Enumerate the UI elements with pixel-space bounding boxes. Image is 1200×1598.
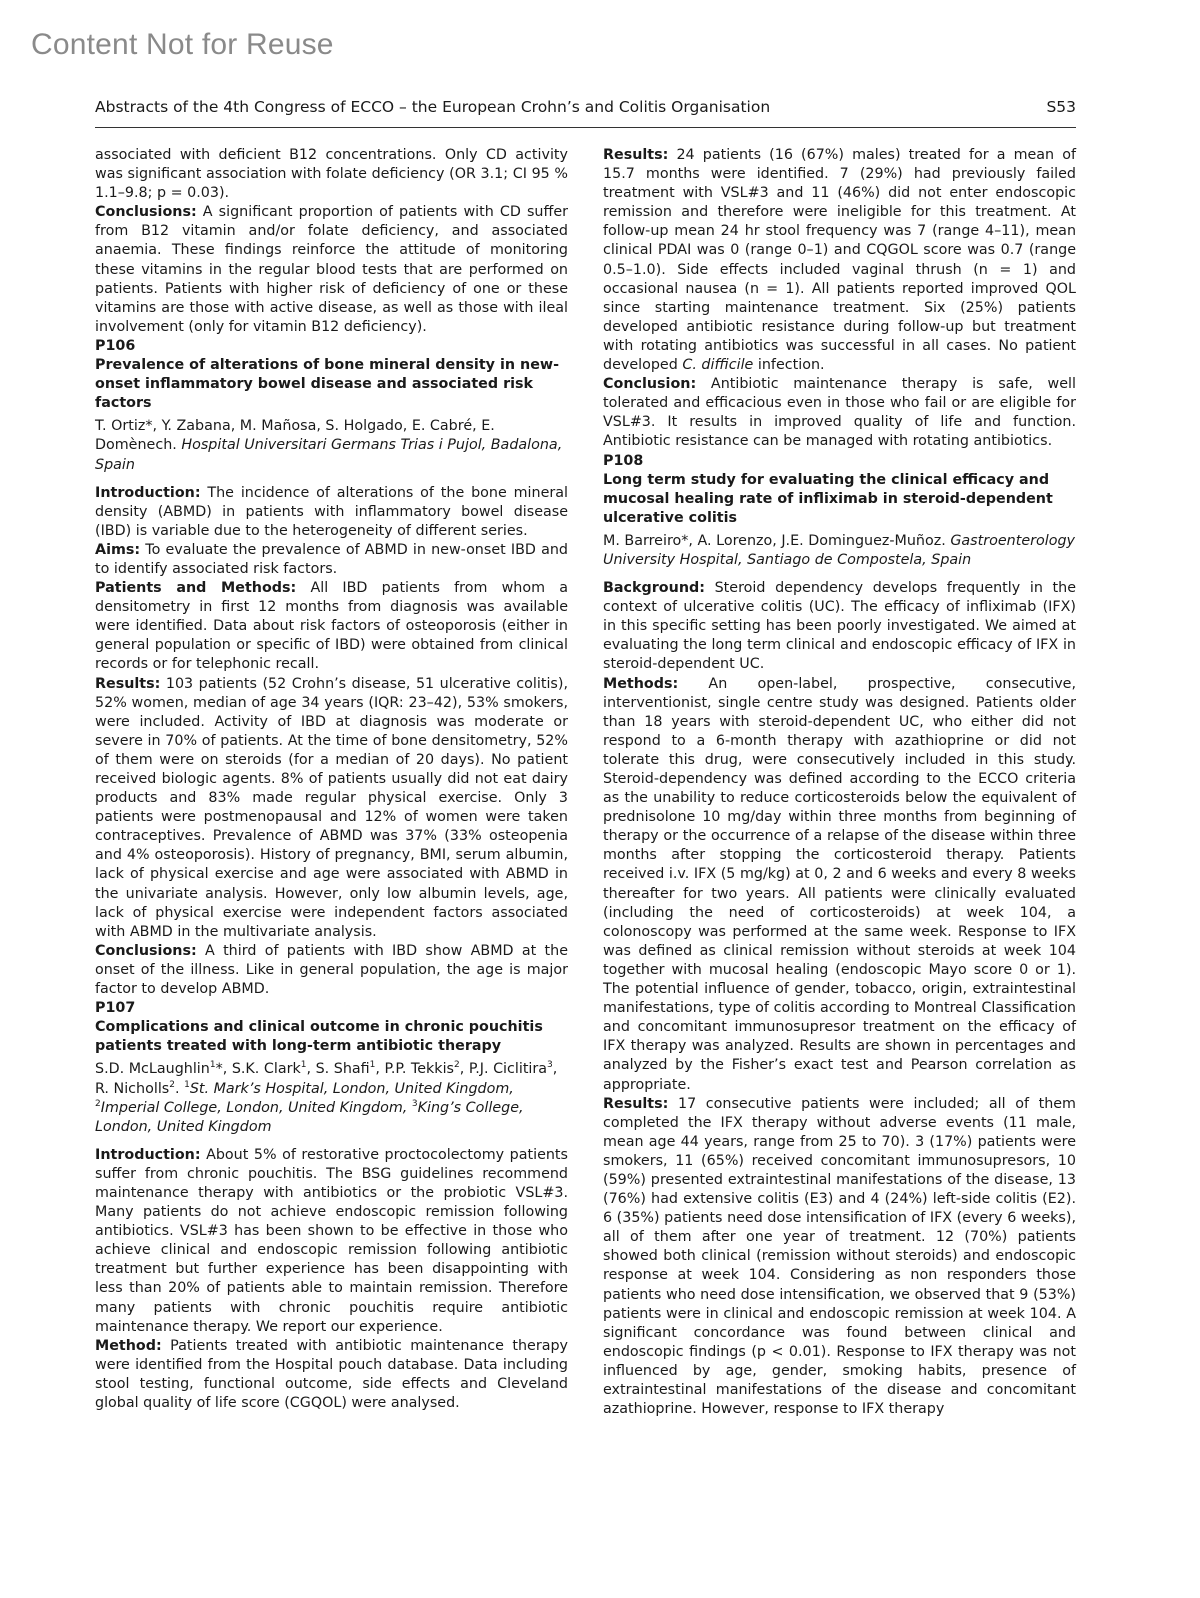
authors-p108	[603, 532, 1076, 570]
introduction-p106	[95, 484, 568, 541]
author-list: , R. Nicholls	[95, 1061, 558, 1097]
author-list: *, S.K. Clark	[215, 1061, 301, 1078]
authors-p106	[95, 417, 568, 474]
abstract-title-p106: Prevalence of alterations of bone mineral density in new-onset inflammatory bowel disease and associated risk factors	[95, 357, 560, 412]
aims-p106	[95, 541, 568, 579]
conclusions-text: A third of patients with IBD show ABMD at the onset of the illness. Like in general population, the age is major factor to develop ABMD.	[95, 942, 568, 998]
right-column	[603, 146, 1076, 1419]
results-p108	[603, 1095, 1076, 1420]
continued-results: associated with deficient B12 concentrations. Only CD activity was significant association with folate deficiency (OR 3.1; CI 95 % 1.1–9.8; p = 0.03).	[95, 147, 568, 202]
results-label: Results:	[603, 1095, 669, 1112]
introduction-text: The incidence of alterations of the bone mineral density (ABMD) in patients with inflammatory bowel disease (IBD) is variable due to the heterogeneity of different series.	[95, 484, 568, 539]
conclusions-label: Conclusions:	[95, 204, 197, 221]
watermark: Content Not for Reuse	[31, 28, 334, 61]
authors-p107: S.D. McLaughlin$^1$*, S.K. Clark$^1$, S. Shafi$^1$, P.P. Tekkis$^2$, P.J. Ciclitira$^3$, R. Nicholls$^2$. $^1$St. Mark’s Hospital, London, United Kingdom, $^2$Imperial College, London, United Kingdom, $^3$King’s College, London, United Kingdom	[95, 1060, 558, 1135]
abstract-id-p108: P108	[603, 452, 644, 469]
background-label: Background:	[603, 580, 705, 597]
aims-label: Aims:	[95, 541, 141, 558]
conclusions-p106	[95, 942, 568, 999]
journal-title: Abstracts of the 4th Congress of ECCO – the European Crohn’s and Colitis Organisation	[95, 98, 771, 116]
affiliation: King’s College, London, United Kingdom	[95, 1099, 524, 1135]
page-number: S53	[1046, 98, 1076, 116]
affil-sup: 2	[95, 1098, 101, 1109]
author-list: S.D. McLaughlin	[95, 1061, 210, 1078]
affil-sup: 3	[547, 1060, 553, 1071]
author-list: , P.P. Tekkis	[375, 1061, 454, 1078]
results-label: Results:	[95, 675, 161, 692]
introduction-label: Introduction:	[95, 1146, 201, 1163]
methods-p106	[95, 579, 568, 674]
affil-sup: 1	[209, 1060, 216, 1071]
method-label: Method:	[95, 1337, 162, 1354]
affil-sup: 2	[454, 1060, 460, 1071]
author-list: , S. Shafi	[306, 1061, 370, 1078]
affiliation: Hospital Universitari Germans Trias i Pujol, Badalona, Spain	[95, 437, 563, 473]
methods-label: Methods:	[603, 675, 679, 692]
results-text: 24 patients (16 (67%) males) treated for a mean of 15.7 months were identified. 7 (29%) had previously failed treatment with VSL#3 and 11 (46%) did not enter endoscopic remission and therefore were ineligible for this treatment. At follow-up mean 24 hr stool frequency was 7 (range 4–11), mean clinical PDAI was 0 (range 0–1) and CQGOL score was 0.7 (range 0.5–1.0). Side effects included vaginal thrush (n = 1) and occasional nausea (n = 1). All patients reported improved QOL since starting maintenance treatment. Six (25%) patients developed antibiotic resistance during follow-up but treatment with rotating antibiotics was successful in all cases. No patient developed	[603, 147, 1076, 374]
author-list: T. Ortiz*, Y. Zabana, M. Mañosa, S. Holgado, E. Cabré, E. Domènech.	[95, 418, 495, 454]
results-italic: C. difficile	[682, 357, 754, 374]
introduction-text: About 5% of restorative proctocolectomy patients suffer from chronic pouchitis. The BSG guidelines recommend maintenance therapy with antibiotics or the probiotic VSL#3. Many patients do not achieve endoscopic remission following antibiotics. VSL#3 has been shown to be effective in those who achieve clinical and endoscopic remission following antibiotic treatment but further experience has been disappointing with less than 20% of patients able to maintain remission. Therefore many patients with chronic pouchitis require antibiotic maintenance therapy. We report our experience.	[95, 1146, 568, 1335]
methods-p108	[603, 675, 1076, 1095]
introduction-label: Introduction:	[95, 484, 201, 501]
conclusion-p107	[603, 375, 1076, 451]
left-column	[95, 146, 568, 1413]
results-p106	[95, 675, 568, 942]
abstract-title-p107: Complications and clinical outcome in chronic pouchitis patients treated with long-term antibiotic therapy	[95, 1019, 543, 1055]
affil-sup: 1	[369, 1060, 376, 1071]
introduction-p107	[95, 1146, 568, 1337]
method-p107	[95, 1337, 568, 1413]
results-label: Results:	[603, 147, 669, 163]
methods-label: Patients and Methods:	[95, 580, 297, 597]
results-p107	[603, 146, 1076, 375]
affil-sup: 1	[184, 1079, 190, 1090]
methods-text: All IBD patients from whom a densitometry in first 12 months from diagnosis was available were identified. Data about risk factors of osteoporosis (either in general population or specific of IBD) were obtained from clinical records or for telephonic recall.	[95, 580, 568, 673]
conclusions-label: Conclusions:	[95, 942, 197, 959]
conclusion-label: Conclusion:	[603, 376, 697, 393]
author-list: , P.J. Ciclitira	[459, 1061, 548, 1078]
results-text: 17 consecutive patients were included; all of them completed the IFX therapy without adverse events (11 male, mean age 44 years, range from 25 to 70). 3 (17%) patients were smokers, 11 (65%) received concomitant immunosupresors, 10 (59%) presented extraintestinal manifestations of the disease, 13 (76%) had extensive colitis (E3) and 4 (24%) left-side colitis (E2). 6 (35%) patients need dose intensification of IFX (every 6 weeks), all of them after one year of treatment. 12 (70%) patients showed both clinical (remission without steroids) and endoscopic response at week 104. Considering as non responders those patients who need dose intensification, we observed that 9 (53%) patients were in clinical and endoscopic remission at week 104. A significant concordance was found between clinical and endoscopic findings (p < 0.01). Response to IFX therapy was not influenced by age, gender, smoking habits, presence of extraintestinal manifestations of the disease and concomitant azathioprine. However, response to IFX therapy	[603, 1095, 1076, 1418]
conclusion-text: Antibiotic maintenance therapy is safe, well tolerated and efficacious even in those who fail or are eligible for VSL#3. It results in improved quality of life and function. Antibiotic resistance can be managed with rotating antibiotics.	[603, 376, 1076, 450]
aims-text: To evaluate the prevalence of ABMD in new-onset IBD and to identify associated risk factors.	[95, 541, 568, 577]
methods-text: An open-label, prospective, consecutive, interventionist, single centre study was designed. Patients older than 18 years with steroid-dependent UC, who either did not respond to a 6-month therapy with azathioprine or did not tolerate this drug, were consecutively included in this study. Steroid-dependency was defined according to the ECCO criteria as the unability to reduce corticosteroids below the equivalent of prednisolone 10 mg/day within three months from beginning of therapy or the occurrence of a relapse of the disease within three months after stopping the corticosteroid therapy. Patients received i.v. IFX (5 mg/kg) at 0, 2 and 6 weeks and every 8 weeks thereafter for two years. All patients were clinically evaluated (including the need of corticosteroids) at week 104, a colonoscopy was performed at the same week. Response to IFX was defined as clinical remission without steroids at week 104 together with mucosal healing (endoscopic Mayo score 0 or 1). The potential influence of gender, tobacco, origin, extraintestinal manifestations, type of colitis according to Montreal Classification and concomitant immunosupresor treatment on the efficacy of IFX therapy was analyzed. Results are shown in percentages and analyzed by the Fisher’s exact test and Pearson correlation as appropriate.	[603, 675, 1076, 1093]
affil-sup: 3	[411, 1098, 418, 1109]
conclusions-text: A significant proportion of patients with CD suffer from B12 vitamin and/or folate deficiency, and associated anaemia. These findings reinforce the attitude of monitoring these vitamins in the regular blood tests that are performed on patients. Patients with higher risk of deficiency of one or these vitamins are those with active disease, as well as those with ileal involvement (only for vitamin B12 deficiency).	[95, 204, 568, 335]
running-header	[95, 98, 1076, 120]
continued-text	[95, 146, 568, 203]
affil-sup: 2	[169, 1079, 175, 1090]
results-text: 103 patients (52 Crohn’s disease, 51 ulcerative colitis), 52% women, median of age 34 years (IQR: 23–42), 53% smokers, were included. Activity of IBD at diagnosis was moderate or severe in 70% of patients. At the time of bone densitometry, 52% of them were on steroids (for a median of 20 days). No patient received biologic agents. 8% of patients usually did not eat dairy products and 83% made regular physical exercise. Only 3 patients were postmenopausal and 12% of women were taken contraceptives. Prevalence of ABMD was 37% (33% osteopenia and 4% osteoporosis). History of pregnancy, BMI, serum albumin, lack of physical exercise and age were associated with ABMD in the univariate analysis. However, only low albumin levels, age, lack of physical exercise were independent factors associated with ABMD in the multivariate analysis.	[95, 675, 568, 940]
affiliation: Imperial College, London, United Kingdom,	[100, 1099, 412, 1116]
affiliation: St. Mark’s Hospital, London, United Kingdom,	[189, 1080, 514, 1097]
affil-sup: 1	[300, 1060, 307, 1071]
author-list: M. Barreiro*, A. Lorenzo, J.E. Dominguez-Muñoz.	[603, 532, 946, 549]
results-text: infection.	[753, 357, 825, 374]
affiliation: Gastroenterology University Hospital, Santiago de Compostela, Spain	[603, 532, 1075, 568]
background-p108	[603, 579, 1076, 674]
abstract-title-p108: Long term study for evaluating the clinical efficacy and mucosal healing rate of infliximab in steroid-dependent ulcerative colitis	[603, 471, 1053, 526]
abstract-id-p107: P107	[95, 1000, 136, 1017]
background-text: Steroid dependency develops frequently in the context of ulcerative colitis (UC). The efficacy of infliximab (IFX) in this specific setting has been poorly investigated. We aimed at evaluating the long term clinical and endoscopic efficacy of IFX in steroid-dependent UC.	[603, 580, 1076, 673]
continued-conclusions	[95, 203, 568, 337]
abstract-id-p106: P106	[95, 337, 136, 354]
method-text: Patients treated with antibiotic maintenance therapy were identified from the Hospital pouch database. Data including stool testing, functional outcome, side effects and Cleveland global quality of life score (CGQOL) were analysed.	[95, 1337, 568, 1411]
header-rule	[95, 127, 1076, 128]
